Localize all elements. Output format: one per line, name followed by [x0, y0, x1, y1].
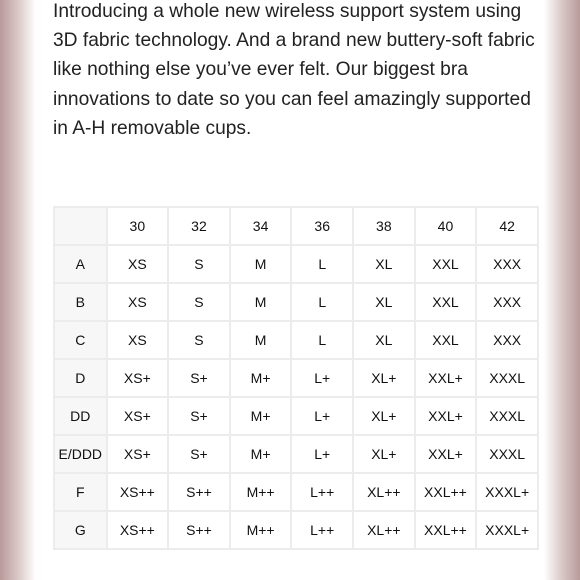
band-size-header: 38: [353, 207, 415, 245]
table-row: [54, 359, 538, 397]
size-cell: S++: [168, 511, 230, 549]
size-cell: L: [291, 283, 353, 321]
table-row: [54, 397, 538, 435]
size-cell: L+: [291, 359, 353, 397]
size-cell: XXL++: [415, 511, 477, 549]
size-cell: XL: [353, 245, 415, 283]
size-cell: S+: [168, 397, 230, 435]
size-cell: XXL: [415, 283, 477, 321]
intro-paragraph: Introducing a whole new wireless support system using 3D fabric technology. And a brand new buttery-soft fabric like nothing else you’ve ever felt. Our biggest bra innovations to date so you can feel amazingly supported in A-H removable cups.: [53, 1, 535, 139]
cup-size-label: D: [54, 359, 107, 397]
size-cell: XXXL: [476, 435, 538, 473]
band-size-header: 32: [168, 207, 230, 245]
size-cell: XS+: [107, 435, 169, 473]
size-chart-table: [53, 206, 539, 550]
table-row: [54, 245, 538, 283]
size-cell: XS+: [107, 359, 169, 397]
size-cell: L+: [291, 435, 353, 473]
size-cell: L++: [291, 473, 353, 511]
size-cell: L: [291, 321, 353, 359]
size-cell: L++: [291, 511, 353, 549]
size-cell: XL++: [353, 511, 415, 549]
size-cell: M+: [230, 359, 292, 397]
size-cell: L+: [291, 397, 353, 435]
size-cell: S: [168, 283, 230, 321]
size-cell: XS: [107, 321, 169, 359]
band-size-header: 42: [476, 207, 538, 245]
size-cell: XXL: [415, 245, 477, 283]
cup-size-label: DD: [54, 397, 107, 435]
size-cell: XS: [107, 283, 169, 321]
table-row: [54, 283, 538, 321]
table-row: [54, 321, 538, 359]
size-cell: XL++: [353, 473, 415, 511]
band-size-header: 30: [107, 207, 169, 245]
size-cell: XXX: [476, 245, 538, 283]
size-cell: XL+: [353, 397, 415, 435]
table-row: [54, 511, 538, 549]
size-cell: M++: [230, 473, 292, 511]
size-cell: M: [230, 283, 292, 321]
size-cell: XL+: [353, 435, 415, 473]
size-cell: S+: [168, 359, 230, 397]
size-cell: XL+: [353, 359, 415, 397]
size-cell: XXL+: [415, 359, 477, 397]
size-cell: M: [230, 245, 292, 283]
size-cell: M++: [230, 511, 292, 549]
band-size-header: 36: [291, 207, 353, 245]
size-chart-container: [53, 206, 530, 580]
cup-size-label: B: [54, 283, 107, 321]
size-cell: XXX: [476, 321, 538, 359]
size-cell: XXL+: [415, 397, 477, 435]
band-size-header: 34: [230, 207, 292, 245]
size-cell: S: [168, 245, 230, 283]
size-cell: S: [168, 321, 230, 359]
cup-size-label: A: [54, 245, 107, 283]
size-cell: S++: [168, 473, 230, 511]
size-cell: XXL++: [415, 473, 477, 511]
size-cell: XXXL: [476, 397, 538, 435]
size-cell: XXL+: [415, 435, 477, 473]
band-size-header: 40: [415, 207, 477, 245]
corner-cell: [54, 207, 107, 245]
size-cell: XL: [353, 283, 415, 321]
size-cell: XS++: [107, 473, 169, 511]
cup-size-label: C: [54, 321, 107, 359]
size-cell: M+: [230, 435, 292, 473]
size-cell: XXXL+: [476, 473, 538, 511]
size-cell: XL: [353, 321, 415, 359]
size-cell: XXL: [415, 321, 477, 359]
band-header-row: [54, 207, 538, 245]
size-cell: L: [291, 245, 353, 283]
table-row: [54, 473, 538, 511]
size-cell: XS++: [107, 511, 169, 549]
cup-size-label: F: [54, 473, 107, 511]
cup-size-label: G: [54, 511, 107, 549]
cup-size-label: E/DDD: [54, 435, 107, 473]
table-row: [54, 435, 538, 473]
size-cell: XXXL+: [476, 511, 538, 549]
size-cell: XXXL: [476, 359, 538, 397]
size-cell: M+: [230, 397, 292, 435]
size-cell: XXX: [476, 283, 538, 321]
size-cell: XS+: [107, 397, 169, 435]
size-cell: M: [230, 321, 292, 359]
size-cell: XS: [107, 245, 169, 283]
size-cell: S+: [168, 435, 230, 473]
